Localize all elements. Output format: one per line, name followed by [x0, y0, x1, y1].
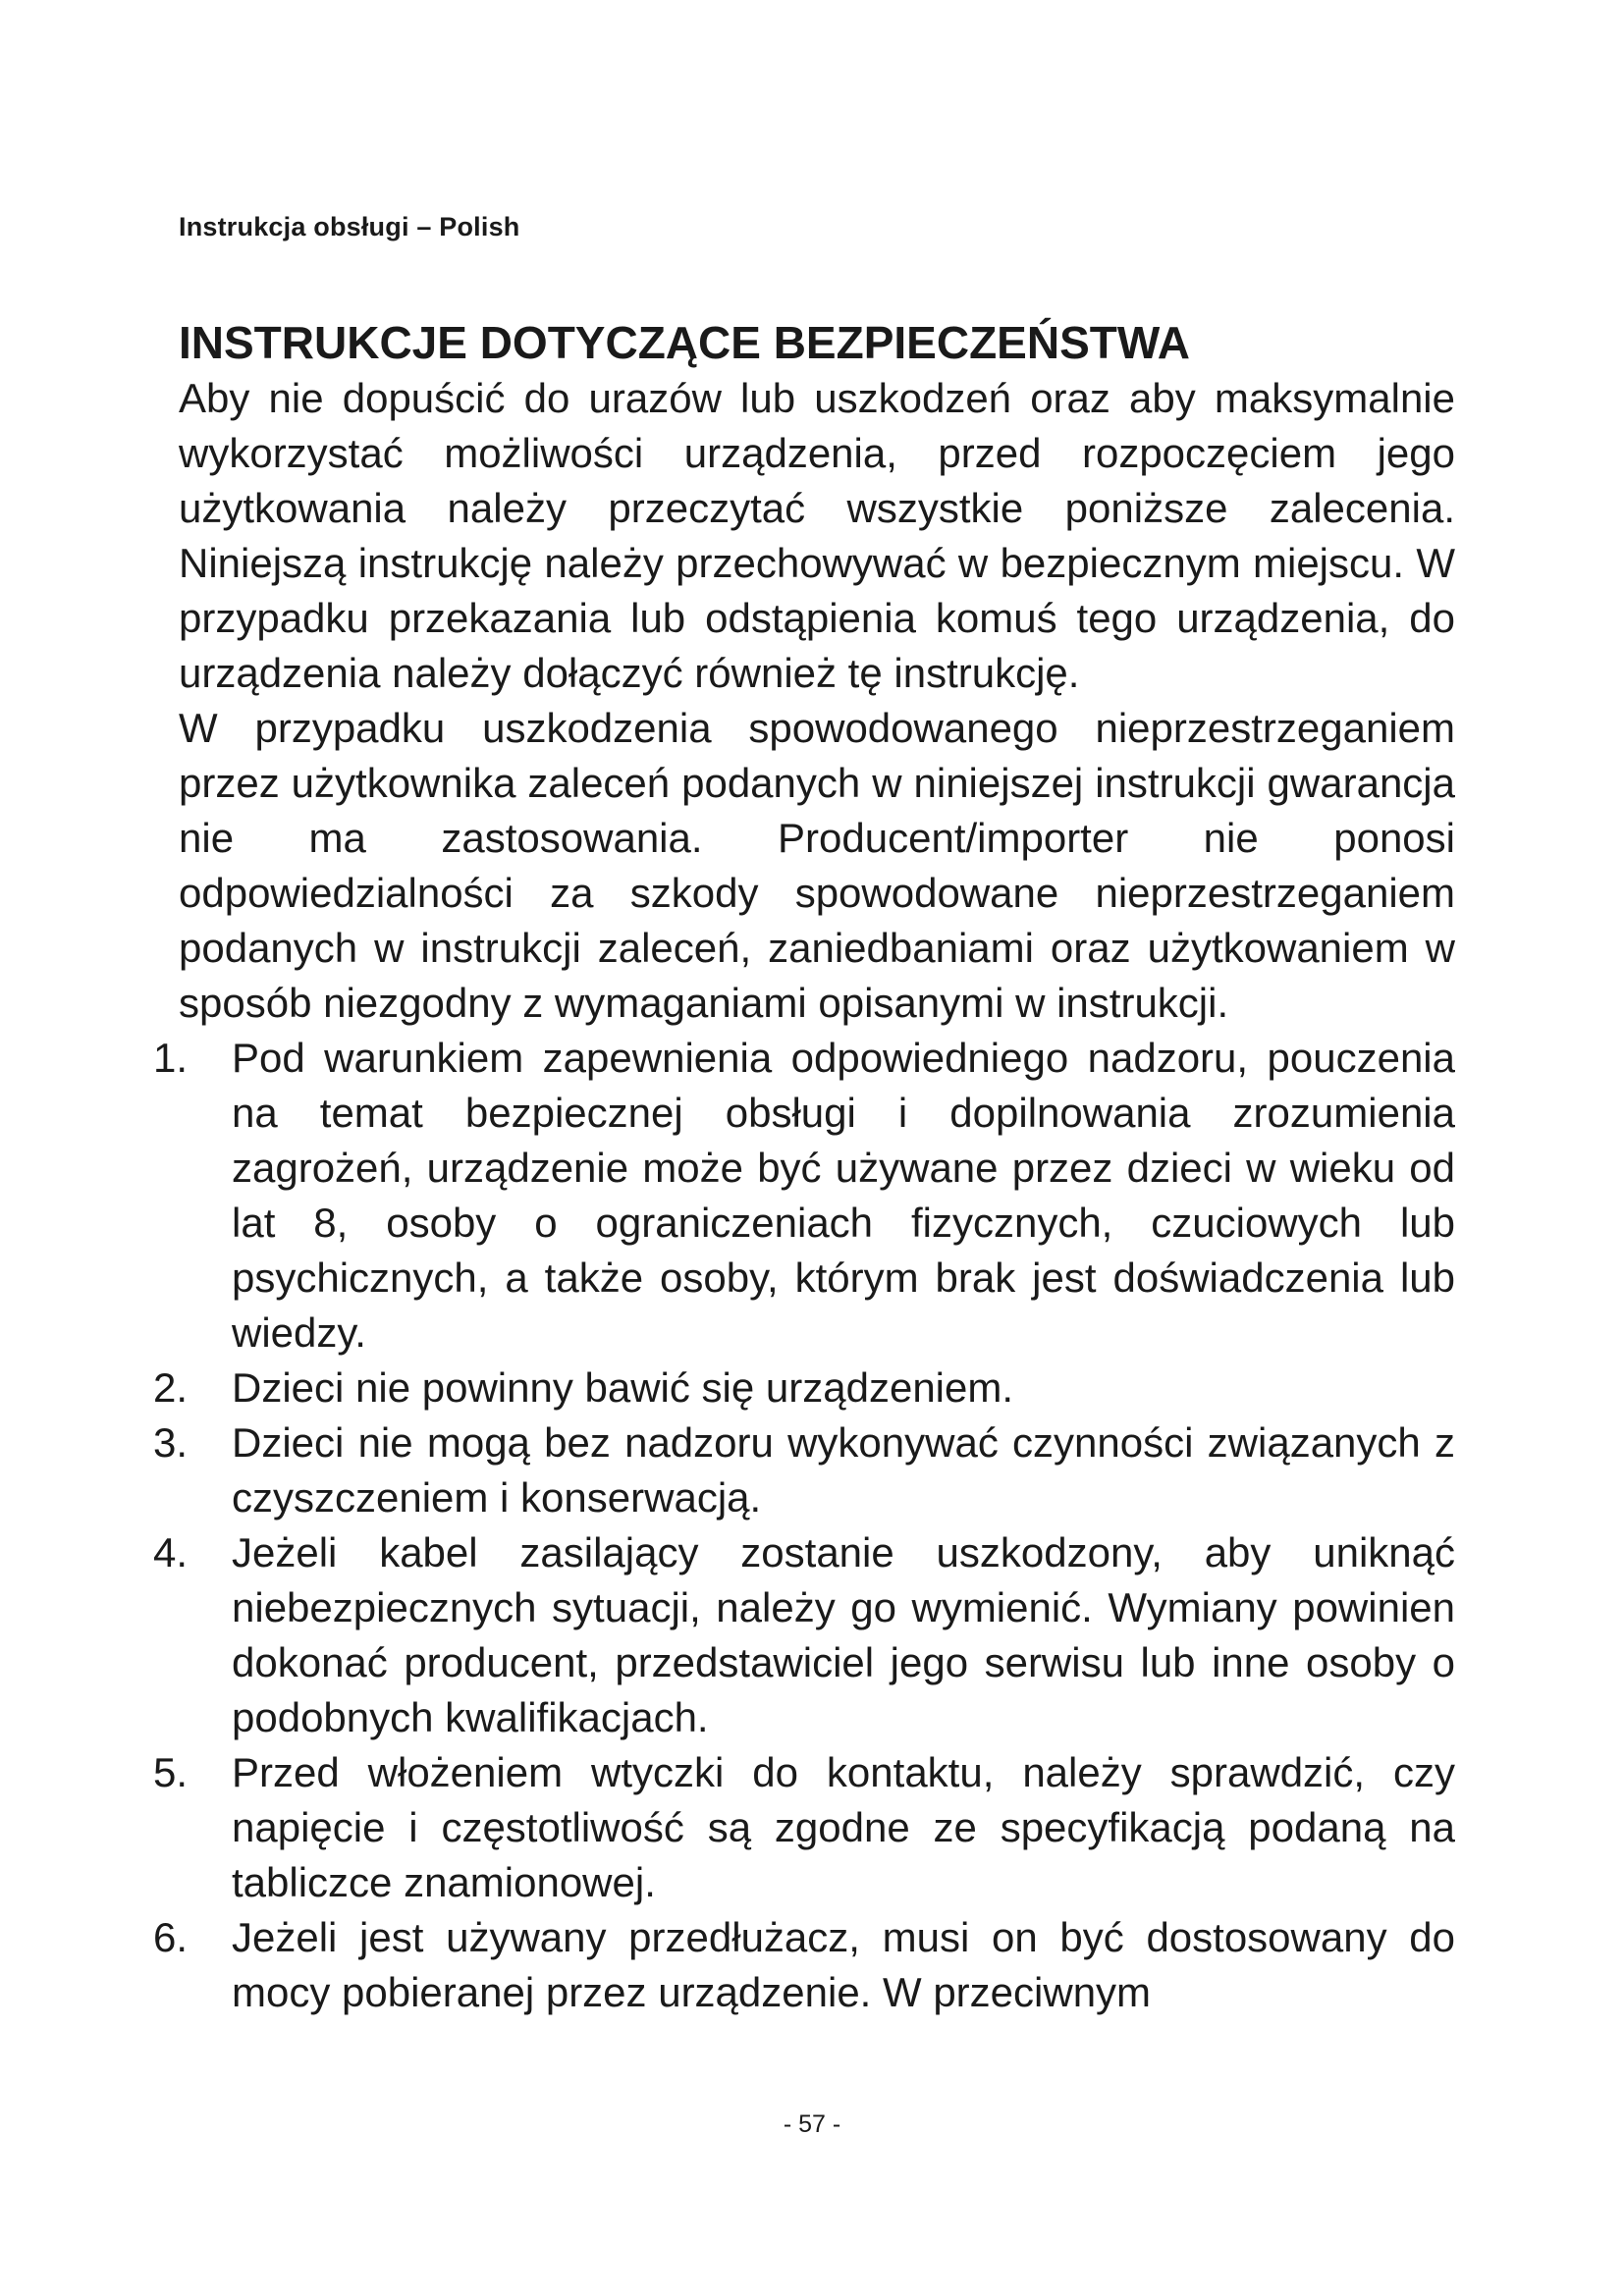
list-item-text: Dzieci nie mogą bez nadzoru wykonywać czynności związanych z czyszczeniem i konserwacją.	[232, 1419, 1455, 1521]
list-item-number: 3.	[153, 1419, 189, 1466]
warranty-paragraph: W przypadku uszkodzenia spowodowanego nieprzestrzeganiem przez użytkownika zaleceń podanych w niniejszej instrukcji gwarancja nie ma zastosowania. Producent/importer nie ponosi odpowiedzialności za szkody spowodowane nieprzestrzeganiem podanych w instrukcji zaleceń, zaniedbaniami oraz użytkowaniem w sposób niezgodny z wymaganiami opisanymi w instrukcji.	[179, 705, 1455, 1026]
list-item-text: Dzieci nie powinny bawić się urządzeniem.	[232, 1364, 1014, 1411]
list-item-number: 6.	[153, 1914, 189, 1960]
list-item-number: 4.	[153, 1529, 189, 1575]
list-item-text: Pod warunkiem zapewnienia odpowiedniego nadzoru, pouczenia na temat bezpiecznej obsługi i dopilnowania zrozumienia zagrożeń, urządzenie może być używane przez dzieci w wieku od lat 8, osoby o ograniczeniach fizycznych, czuciowych lub psychicznych, a także osoby, którym brak jest doświadczenia lub wiedzy.	[232, 1035, 1455, 1356]
list-item	[153, 1525, 1455, 1745]
safety-rules-list	[153, 1031, 1455, 2020]
list-item	[153, 1415, 1455, 1525]
list-item-number: 1.	[153, 1035, 189, 1081]
list-item-text: Przed włożeniem wtyczki do kontaktu, należy sprawdzić, czy napięcie i częstotliwość są zgodne ze specyfikacją podaną na tabliczce znamionowej.	[232, 1749, 1455, 1905]
list-item	[153, 1910, 1455, 2020]
list-item	[153, 1361, 1455, 1415]
running-header: Instrukcja obsługi – Polish	[179, 212, 520, 241]
intro-paragraph: Aby nie dopuścić do urazów lub uszkodzeń oraz aby maksymalnie wykorzystać możliwości urządzenia, przed rozpoczęciem jego użytkowania należy przeczytać wszystkie poniższe zalecenia. Niniejszą instrukcję należy przechowywać w bezpiecznym miejscu. W przypadku przekazania lub odstąpienia komuś tego urządzenia, do urządzenia należy dołączyć również tę instrukcję.	[179, 375, 1455, 696]
list-item-text: Jeżeli kabel zasilający zostanie uszkodzony, aby uniknąć niebezpiecznych sytuacji, należy go wymienić. Wymiany powinien dokonać producent, przedstawiciel jego serwisu lub inne osoby o podobnych kwalifikacjach.	[232, 1529, 1455, 1740]
section-title: INSTRUKCJE DOTYCZĄCE BEZPIECZEŃSTWA	[179, 317, 1190, 368]
list-item-number: 2.	[153, 1364, 189, 1411]
list-item	[153, 1745, 1455, 1910]
page-number: - 57 -	[783, 2110, 841, 2138]
safety-instructions-section	[153, 314, 1455, 2020]
list-item	[153, 1031, 1455, 1361]
list-item-number: 5.	[153, 1749, 189, 1795]
list-item-text: Jeżeli jest używany przedłużacz, musi on być dostosowany do mocy pobieranej przez urządzenie. W przeciwnym	[232, 1914, 1455, 2015]
